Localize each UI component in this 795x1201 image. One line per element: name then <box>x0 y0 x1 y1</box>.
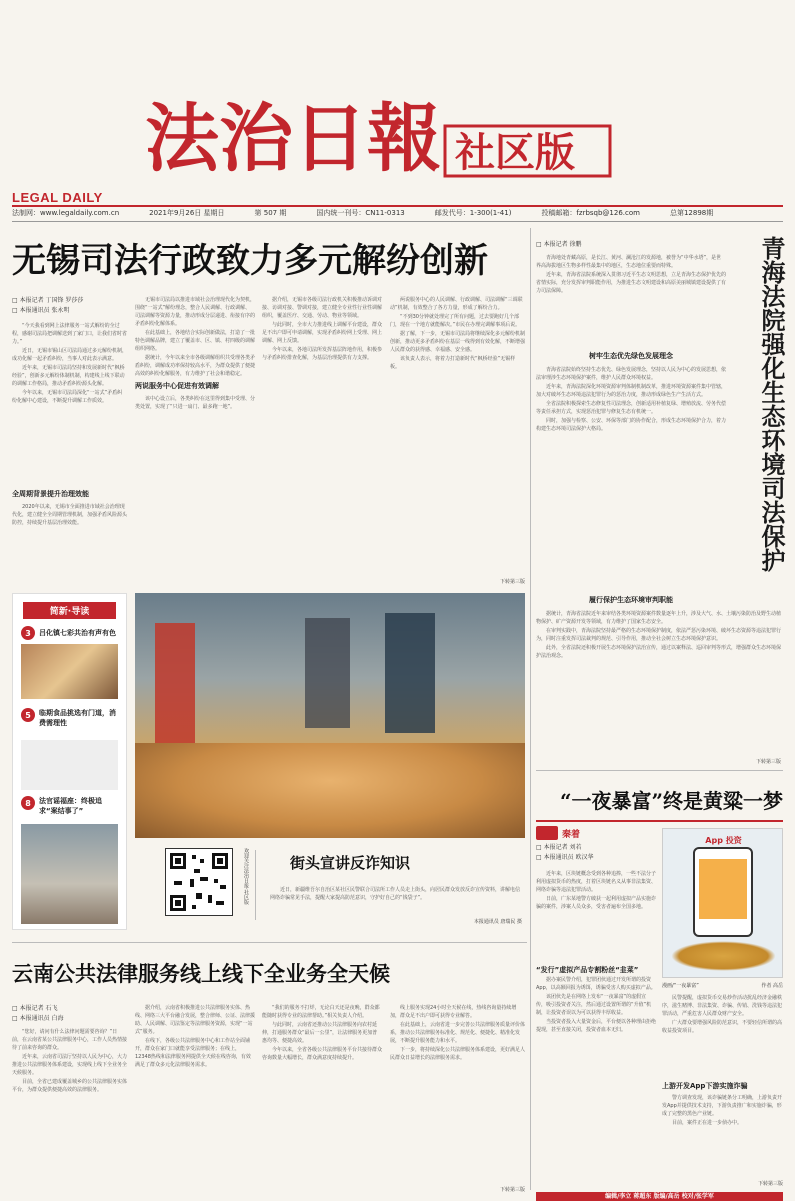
cartoon-caption <box>662 982 783 989</box>
guide-item-3-number: 8 <box>21 796 35 810</box>
lead-byline-correspondent: □ 本报通讯员 张永明 <box>12 307 70 314</box>
cn-number: 国内统一刊号：CN11-0313 <box>316 209 405 217</box>
cartoon-label: App 投资 <box>705 836 742 845</box>
yunnan-column-2: 据介绍，云南省积极推进公共法律服务实体、热线、网络三大平台融合发展，整合律师、公证、法律援助、人民调解、司法鉴定等法律服务资源，实现“一站式”服务。 在线下，各级公共法律服务中心和工作站全面铺开，群众在家门口就能享受法律服务；在线上，12348热线和法律服务网提供全天候在线咨询，有效满足了群众多元化法律服务需求。 <box>135 1005 255 1068</box>
lead-headline[interactable]: 无锡司法行政致力多元解纷创新 <box>12 241 488 281</box>
guide-item-2-title: 临期食品挑选有门道，消费需理性 <box>39 709 116 727</box>
commentary-continued[interactable]: 下转第三版 <box>757 1181 783 1187</box>
commentary-byline-reporter: □ 本报记者 刘若 <box>536 844 582 851</box>
commentary-column-1: 近年来，区块链概念受到各种追捧，一些不法分子利用虚拟货币的热度，打着区块链名义从事非法集资、网络诈骗等违法犯罪活动。 日前，广东某地警方破获一起利用虚拟产品实施诈骗的案件，涉案人员众多，受害者遍布全国多地。 <box>536 871 656 910</box>
yunnan-column-3: “我们的服务不打烊，无论白天还是夜晚，群众都能随时获得专业的法律帮助。”相关负责人介绍。 与此同时，云南省还推动公共法律服务向农村延伸，打通服务群众“最后一公里”，让法律服务更加普惠均等、便捷高效。 今年以来，全省各级公共法律服务平台共接待群众咨询数量大幅增长，群众满意度持续提升。 <box>262 1005 382 1061</box>
qinghai-intro: 青海地处青藏高原，是长江、黄河、澜沧江的发源地，被誉为“中华水塔”，是世界高海拔地区生物多样性最集中的地区，生态地位重要而特殊。 近年来，青海省法院系统深入贯彻习近平生态文明思想，立足青海生态保护优先的省情实际，充分发挥审判职能作用，为推进生态文明建设和高原美丽城镇建设提供了有力司法保障。 <box>536 255 726 294</box>
guide-header: 简新·导读 <box>23 602 116 619</box>
commentary-tag-text: 秦着 <box>562 829 581 840</box>
lead-continued[interactable]: 下转第三版 <box>499 579 525 585</box>
lead-column-2: 无锡市司法局以推进市域社会治理现代化为契机，围绕“一站式”解纷理念，整合人民调解、行政调解、司法调解等资源力量，推动形成分层递进、衔接有序的矛盾纠纷化解体系。 在此基础上，各地结合实际创新做法，打造了一批特色调解品牌，建立了覆盖市、区、镇、村四级的调解组织网络。 据统计，今年以来全市各级调解组织共受理各类矛盾纠纷，调解成功率保持较高水平，为群众提供了便捷高效的纠纷化解服务，有力维护了社会和谐稳定。 两说服务中心促进有效调解 该中心设立后，各类纠纷在这里得到集中受理、分类处置，实现了“只进一扇门、最多跑一地”。 <box>135 297 255 410</box>
guide-item-3[interactable] <box>21 796 119 816</box>
yunnan-byline-reporter: □ 本报记者 石飞 <box>12 1005 58 1012</box>
logo-title: 法治日報 <box>145 96 441 182</box>
yunnan-continued[interactable]: 下转第三版 <box>499 1187 525 1193</box>
qr-caption: 欢迎关注法治日报·社区版 <box>243 848 249 905</box>
guide-item-1-title: 吕化镇七彩共治有声有色 <box>39 629 116 637</box>
qinghai-subhead-1: 树牢生态优先绿色发展理念 <box>589 352 673 360</box>
qinghai-headline[interactable]: 青海法院强化生态环境司法保护 <box>757 236 786 572</box>
cartoon <box>662 828 783 978</box>
postal-code: 邮发代号：1-300(1-41) <box>434 209 512 217</box>
divider <box>12 221 783 222</box>
qinghai-subhead-2: 履行保护生态环境审判职能 <box>589 596 673 604</box>
site-url[interactable]: 法制网：www.legaldaily.com.cn <box>12 209 120 217</box>
guide-sidebar <box>12 593 127 930</box>
lead-subhead-1: 全周期背景提升治理效能 <box>12 490 89 498</box>
guide-item-1-number: 3 <box>21 626 35 640</box>
commentary-subhead-2: 上游开发App下游实施诈骗 <box>662 1082 748 1090</box>
phone-icon <box>693 847 753 937</box>
guide-item-2-number: 5 <box>21 708 35 722</box>
editor-credits: 编辑/李立 蒋超东 版编/高岳 校对/张学军 <box>536 1192 783 1201</box>
qr-code[interactable] <box>165 848 233 916</box>
qinghai-continued[interactable]: 下转第三版 <box>755 759 781 765</box>
commentary-byline <box>536 843 646 863</box>
qinghai-column-2: 据统计，青海省法院近年来审结各类环境资源案件数量逐年上升，涉及大气、水、土壤污染防治及野生动植物保护、矿产资源开发等领域，有力维护了国家生态安全。 在审判实践中，青海法院坚持最严格的生态环境保护制度，依法严惩污染环境、破坏生态资源等违法犯罪行为，同时注重发挥司法裁判的规范、引导作用，推动全社会树立生态环境保护意识。 此外，全省法院还积极开展生态环境保护法治宣传，通过以案释法、巡回审判等形式，增强群众生态环境保护法治观念。 <box>536 611 781 659</box>
yunnan-column-1: “您好，请问有什么法律问题需要咨询？”日前，在云南省某公共法律服务中心，工作人员热情接待了前来咨询的群众。 近年来，云南省司法厅坚持以人民为中心，大力推进公共法律服务体系建设，实现线上线下全业务全天候服务。 目前，全省已建成覆盖城乡的公共法律服务实体平台，为群众提供便捷高效的法律服务。 <box>12 1029 127 1093</box>
commentary-column-3: 民警提醒，虚拟货币交易炒作活动扰乱经济金融秩序，滋生赌博、非法集资、诈骗、传销、洗钱等违法犯罪活动，严重危害人民群众财产安全。 广大群众要增强风险防范意识，不要轻信所谓的高收益投资项目。 <box>662 995 783 1034</box>
yunnan-headline[interactable]: 云南公共法律服务线上线下全业务全天候 <box>12 961 390 986</box>
yunnan-column-4: 线上服务实现24小时全天候在线，热线咨询量持续增加，群众足不出户即可获得专业解答。 在此基础上，云南省进一步完善公共法律服务质量评价体系，推动公共法律服务标准化、规范化、便捷化、精准化发展，不断提升服务能力和水平。 下一步，将持续深化公共法律服务体系建设，更好满足人民群众日益增长的法律服务需求。 <box>390 1005 525 1061</box>
issue-info-bar <box>12 207 783 219</box>
commentary-tag <box>536 826 580 840</box>
coins-icon <box>671 941 776 971</box>
qinghai-byline: □ 本报记者 徐鹏 <box>536 241 582 248</box>
lead-column-3: 据介绍，无锡市各级司法行政机关积极推动诉调对接、访调对接、警调对接，建立健全专业性行业性调解组织，覆盖医疗、交通、劳动、物业等领域。 与此同时，全市大力推进线上调解平台建设，群众足不出户即可申请调解，实现矛盾纠纷网上受理、网上调解、网上反馈。 今年以来，各地司法所发挥基层阵地作用，积极参与矛盾纠纷排查化解，为基层治理提供有力支撑。 <box>262 297 382 361</box>
contact-email[interactable]: 投稿邮箱：fzrbsqb@126.com <box>541 209 640 217</box>
commentary-column-4: 警方调查发现，该诈骗链条分工明确，上游负责开发App并提供技术支持，下游负责推广和实施诈骗，形成了完整的黑色产业链。 目前，案件正在进一步侦办中。 <box>662 1095 783 1126</box>
commentary-column-2: 据办案民警介绍，犯罪团伙通过开发所谓的投资App，以高额回报为诱饵，诱骗受害人购买虚拟产品。 该团伙先是在网络上发布“一夜暴富”的虚假宣传，吸引投资者关注，然后通过设置所谓的“升值”机制，让投资者误以为可以获得丰厚收益。 当投资者投入大量资金后，平台便以各种理由拒绝提现，甚至直接关闭，投资者血本无归。 <box>536 977 656 1033</box>
lead-byline-reporter: □ 本报记者 丁国锋 罗莎莎 <box>12 297 84 304</box>
commentary-byline-correspondent: □ 本报通讯员 欧汉华 <box>536 854 594 861</box>
masthead-logo <box>145 92 615 192</box>
brand-english: LEGAL DAILY <box>12 190 103 205</box>
guide-item-2[interactable] <box>21 708 119 728</box>
commentary-headline[interactable]: “一夜暴富”终是黄粱一梦 <box>560 789 784 813</box>
news-photo <box>135 593 525 838</box>
guide-item-3-image <box>21 824 118 924</box>
guide-item-1[interactable] <box>21 626 116 640</box>
lead-byline <box>12 296 122 316</box>
logo-edition: 社区版 <box>455 129 575 176</box>
yunnan-byline <box>12 1004 122 1024</box>
total-issue: 总第12898期 <box>669 209 714 217</box>
guide-item-1-image <box>21 644 118 699</box>
qinghai-column-1: 青海省法院始终坚持生态优先、绿色发展理念，坚持以人民为中心的发展思想，依法审理涉生态环境保护案件，维护人民群众环境权益。 近年来，青海法院深化环境资源审判体制机制改革，推进环境资源案件集中管辖，加大对破坏生态环境违法犯罪行为的惩治力度，推动形成绿色生产生活方式。 全省法院积极探索生态修复性司法理念，创新适用补植复绿、增殖放流、劳务代偿等责任承担方式，实现惩治犯罪与修复生态有机统一。 同时，加强与检察、公安、环保等部门的协作配合，形成生态环境保护合力，着力构建生态环境司法保护大格局。 <box>536 367 726 432</box>
lead-column-1b: 2020年以来，无锡市全面推进市域社会治理现代化，建立健全全周期管理机制，加强矛盾风险源头防控，持续提升基层治理效能。 <box>12 504 127 526</box>
photo-credit: 本报通讯员 唐瑞民 摄 <box>473 919 522 925</box>
commentary-subhead-1: “发行”虚拟产品专割粉丝“韭菜” <box>536 966 639 974</box>
cartoon-caption-title: 漫画/“一夜暴富” <box>662 983 699 989</box>
issue-date: 2021年9月26日 星期日 <box>149 209 225 217</box>
photo-caption: 近日，新疆维吾尔自治区某社区民警联合司法所工作人员走上街头，向居民群众发放反诈宣传资料，讲解电信网络诈骗常见手法，提醒大家提高防范意识，守护好自己的“钱袋子”。 <box>270 887 521 901</box>
lead-column-1: “今天我看到网上法律服务一站式解纷的全过程，感谢司法局把调解送到了家门口，让我们省时省力。” 近日，无锡市锡山区司法局通过多元解纷机制，成功化解一起矛盾纠纷，当事人对此表示满意。 近年来，无锡市司法局坚持和发展新时代“枫桥经验”，创新多元解纷体制机制，构建线上线下联动的调解工作格局，推动矛盾纠纷源头化解。 今年以来，无锡市司法局深化“一站式”矛盾纠纷化解中心建设，不断提升调解工作质效。 <box>12 323 127 404</box>
guide-item-3-title: 法官谣福座：终极追求“案结事了” <box>39 797 102 815</box>
tag-icon <box>536 826 558 840</box>
cartoon-caption-author: 作者 高岳 <box>761 983 783 989</box>
yunnan-byline-correspondent: □ 本报通讯员 白海 <box>12 1015 64 1022</box>
lead-column-4: 两说服务中心的人民调解、行政调解、司法调解“三调联动”机制，有效整合了各方力量，形成了解纷合力。 “不到30分钟就处理完了所有问题，过去要跑好几个部门，现在一个地方就能解决。”市民在办理完调解事项后说。 据了解，下一步，无锡市司法局将继续深化多元解纷机制创新，推动更多矛盾纠纷在基层一线得到有效化解，不断增强人民群众的获得感、幸福感、安全感。 该负责人表示，将着力打造新时代“枫桥经验”无锡样板。 <box>390 297 525 370</box>
lead-subhead-2: 两说服务中心促进有效调解 <box>135 382 219 390</box>
photo-title[interactable]: 街头宣讲反诈知识 <box>290 854 411 872</box>
issue-number: 第 507 期 <box>254 209 287 217</box>
column-divider <box>530 228 531 1190</box>
